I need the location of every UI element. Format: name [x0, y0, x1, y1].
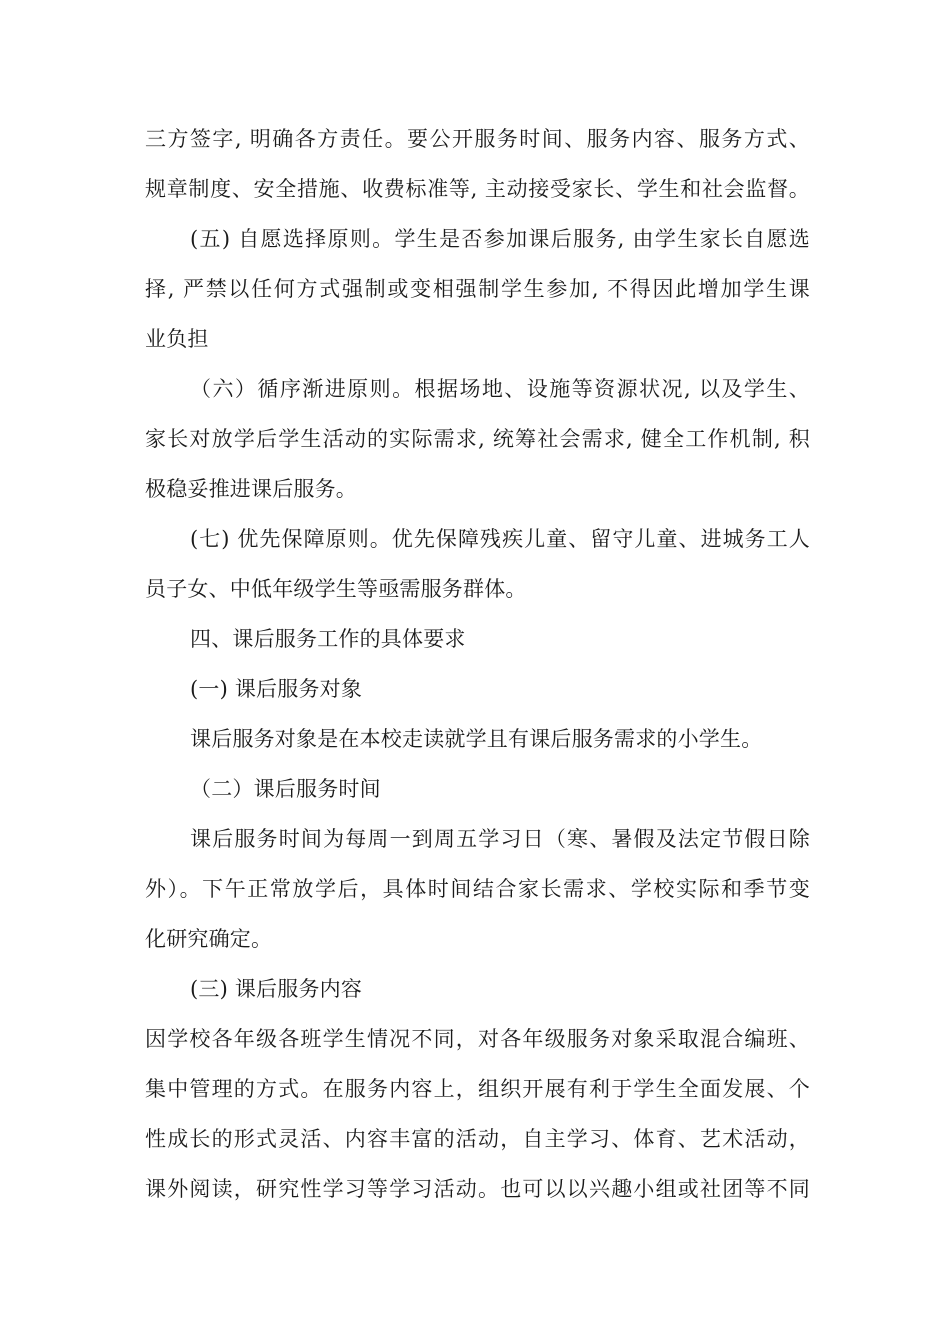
- text-line: 课后服务对象是在本校走读就学且有课后服务需求的小学生。: [190, 727, 763, 751]
- subsection-heading: （二）课后服务时间: [190, 777, 381, 801]
- text-line: 三方签字, 明确各方责任。要公开服务时间、服务内容、服务方式、: [145, 127, 810, 151]
- text-line: 化研究确定。: [145, 927, 273, 951]
- text-line: 性成长的形式灵活、内容丰富的活动，自主学习、体育、艺术活动，: [145, 1127, 810, 1151]
- subsection-heading: (一) 课后服务对象: [190, 677, 363, 701]
- text-line: 极稳妥推进课后服务。: [145, 477, 357, 501]
- text-line: 课外阅读，研究性学习等学习活动。也可以以兴趣小组或社团等不同: [145, 1177, 810, 1201]
- text-line: 家长对放学后学生活动的实际需求, 统筹社会需求, 健全工作机制, 积: [145, 427, 810, 451]
- text-line: 规章制度、安全措施、收费标准等, 主动接受家长、学生和社会监督。: [145, 177, 810, 201]
- text-line: （六）循序渐进原则。根据场地、设施等资源状况, 以及学生、: [190, 377, 810, 401]
- subsection-heading: (三) 课后服务内容: [190, 977, 363, 1001]
- text-line: 因学校各年级各班学生情况不同，对各年级服务对象采取混合编班、: [145, 1027, 810, 1051]
- text-line: 员子女、中低年级学生等亟需服务群体。: [145, 577, 527, 601]
- text-line: 集中管理的方式。在服务内容上，组织开展有利于学生全面发展、个: [145, 1077, 810, 1101]
- text-line: (七) 优先保障原则。优先保障残疾儿童、留守儿童、进城务工人: [190, 527, 810, 551]
- text-line: 择, 严禁以任何方式强制或变相强制学生参加, 不得因此增加学生课: [145, 277, 810, 301]
- text-line: 外）。下午正常放学后，具体时间结合家长需求、学校实际和季节变: [145, 877, 810, 901]
- section-heading: 四、课后服务工作的具体要求: [190, 627, 466, 651]
- text-line: (五) 自愿选择原则。学生是否参加课后服务, 由学生家长自愿选: [190, 227, 810, 251]
- text-line: 课后服务时间为每周一到周五学习日（寒、暑假及法定节假日除: [190, 827, 810, 851]
- text-line: 业负担: [145, 327, 209, 351]
